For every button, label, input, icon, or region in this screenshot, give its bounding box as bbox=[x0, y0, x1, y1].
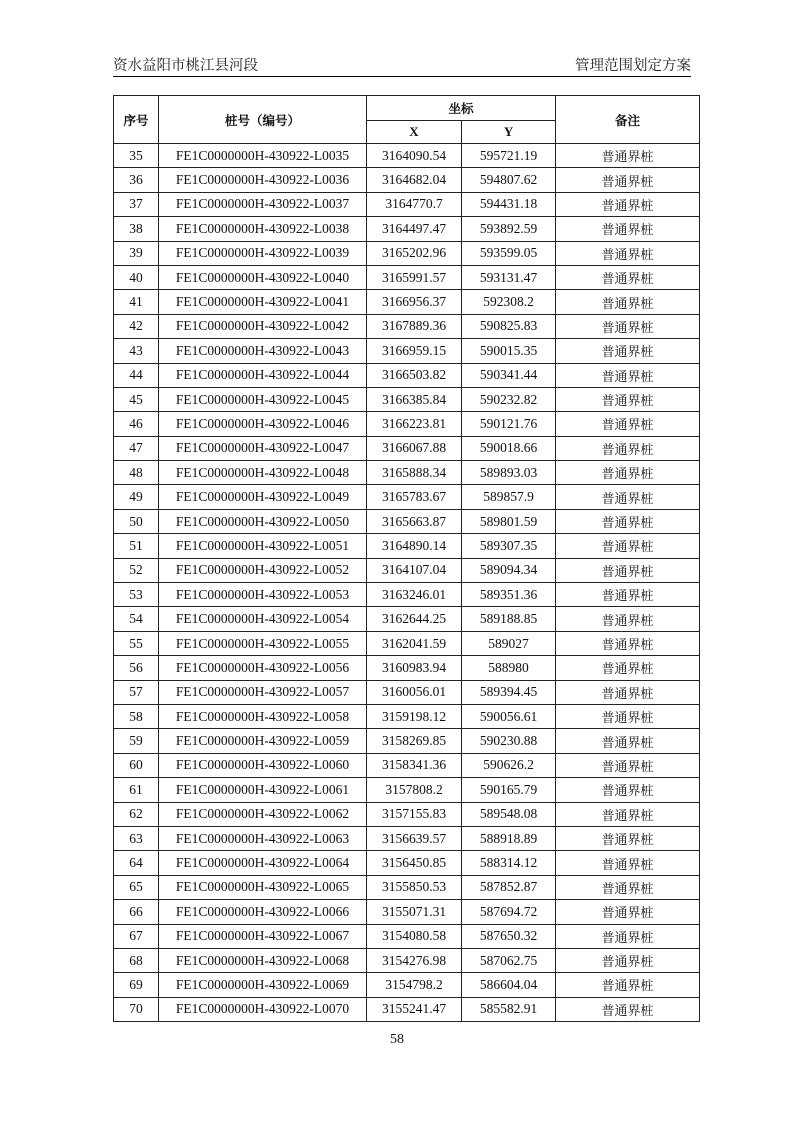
cell-seq: 61 bbox=[114, 778, 159, 802]
cell-coord-y: 588314.12 bbox=[462, 851, 556, 875]
cell-pile-id: FE1C0000000H-430922-L0066 bbox=[159, 900, 367, 924]
cell-coord-y: 589893.03 bbox=[462, 461, 556, 485]
cell-note: 普通界桩 bbox=[556, 583, 700, 607]
table-row bbox=[114, 436, 700, 460]
cell-note: 普通界桩 bbox=[556, 461, 700, 485]
cell-note: 普通界桩 bbox=[556, 826, 700, 850]
cell-seq: 51 bbox=[114, 534, 159, 558]
cell-coord-x: 3159198.12 bbox=[367, 704, 462, 728]
cell-coord-y: 593892.59 bbox=[462, 217, 556, 241]
cell-note: 普通界桩 bbox=[556, 924, 700, 948]
column-header-seq: 序号 bbox=[114, 96, 159, 144]
cell-seq: 57 bbox=[114, 680, 159, 704]
cell-coord-y: 590165.79 bbox=[462, 778, 556, 802]
cell-seq: 55 bbox=[114, 631, 159, 655]
cell-coord-x: 3165888.34 bbox=[367, 461, 462, 485]
cell-coord-x: 3157155.83 bbox=[367, 802, 462, 826]
table-header bbox=[114, 96, 700, 144]
cell-coord-x: 3162041.59 bbox=[367, 631, 462, 655]
cell-pile-id: FE1C0000000H-430922-L0046 bbox=[159, 412, 367, 436]
cell-note: 普通界桩 bbox=[556, 631, 700, 655]
cell-note: 普通界桩 bbox=[556, 168, 700, 192]
cell-coord-y: 589548.08 bbox=[462, 802, 556, 826]
cell-coord-x: 3165991.57 bbox=[367, 265, 462, 289]
cell-coord-x: 3166067.88 bbox=[367, 436, 462, 460]
cell-pile-id: FE1C0000000H-430922-L0067 bbox=[159, 924, 367, 948]
cell-note: 普通界桩 bbox=[556, 802, 700, 826]
cell-coord-x: 3165663.87 bbox=[367, 509, 462, 533]
cell-coord-y: 593131.47 bbox=[462, 265, 556, 289]
cell-coord-x: 3160056.01 bbox=[367, 680, 462, 704]
cell-note: 普通界桩 bbox=[556, 607, 700, 631]
table-row bbox=[114, 656, 700, 680]
table-row bbox=[114, 485, 700, 509]
cell-seq: 46 bbox=[114, 412, 159, 436]
table-row bbox=[114, 997, 700, 1021]
table-row bbox=[114, 607, 700, 631]
column-header-note: 备注 bbox=[556, 96, 700, 144]
cell-pile-id: FE1C0000000H-430922-L0052 bbox=[159, 558, 367, 582]
column-header-x: X bbox=[367, 121, 462, 144]
cell-coord-y: 589188.85 bbox=[462, 607, 556, 631]
cell-note: 普通界桩 bbox=[556, 387, 700, 411]
cell-coord-x: 3166503.82 bbox=[367, 363, 462, 387]
table-row bbox=[114, 680, 700, 704]
cell-coord-x: 3156639.57 bbox=[367, 826, 462, 850]
cell-seq: 50 bbox=[114, 509, 159, 533]
cell-coord-y: 590230.88 bbox=[462, 729, 556, 753]
cell-seq: 38 bbox=[114, 217, 159, 241]
cell-pile-id: FE1C0000000H-430922-L0061 bbox=[159, 778, 367, 802]
table-row bbox=[114, 875, 700, 899]
cell-coord-y: 593599.05 bbox=[462, 241, 556, 265]
table-row bbox=[114, 412, 700, 436]
cell-coord-y: 590341.44 bbox=[462, 363, 556, 387]
cell-seq: 48 bbox=[114, 461, 159, 485]
cell-pile-id: FE1C0000000H-430922-L0062 bbox=[159, 802, 367, 826]
table-row bbox=[114, 826, 700, 850]
cell-pile-id: FE1C0000000H-430922-L0050 bbox=[159, 509, 367, 533]
cell-seq: 64 bbox=[114, 851, 159, 875]
table-row bbox=[114, 558, 700, 582]
cell-pile-id: FE1C0000000H-430922-L0037 bbox=[159, 192, 367, 216]
cell-coord-x: 3164497.47 bbox=[367, 217, 462, 241]
cell-coord-y: 589857.9 bbox=[462, 485, 556, 509]
table-row bbox=[114, 217, 700, 241]
cell-note: 普通界桩 bbox=[556, 534, 700, 558]
cell-pile-id: FE1C0000000H-430922-L0041 bbox=[159, 290, 367, 314]
cell-coord-x: 3158269.85 bbox=[367, 729, 462, 753]
cell-coord-y: 592308.2 bbox=[462, 290, 556, 314]
cell-coord-y: 590056.61 bbox=[462, 704, 556, 728]
cell-coord-y: 589801.59 bbox=[462, 509, 556, 533]
cell-note: 普通界桩 bbox=[556, 192, 700, 216]
cell-pile-id: FE1C0000000H-430922-L0051 bbox=[159, 534, 367, 558]
cell-seq: 63 bbox=[114, 826, 159, 850]
cell-note: 普通界桩 bbox=[556, 704, 700, 728]
table-row bbox=[114, 339, 700, 363]
cell-coord-y: 588980 bbox=[462, 656, 556, 680]
cell-coord-y: 589394.45 bbox=[462, 680, 556, 704]
table-row bbox=[114, 851, 700, 875]
cell-coord-x: 3162644.25 bbox=[367, 607, 462, 631]
table-row bbox=[114, 802, 700, 826]
cell-coord-y: 587694.72 bbox=[462, 900, 556, 924]
cell-seq: 39 bbox=[114, 241, 159, 265]
cell-seq: 67 bbox=[114, 924, 159, 948]
cell-pile-id: FE1C0000000H-430922-L0039 bbox=[159, 241, 367, 265]
table-row bbox=[114, 144, 700, 168]
table-row bbox=[114, 704, 700, 728]
cell-coord-x: 3163246.01 bbox=[367, 583, 462, 607]
table-row bbox=[114, 241, 700, 265]
cell-pile-id: FE1C0000000H-430922-L0058 bbox=[159, 704, 367, 728]
cell-seq: 47 bbox=[114, 436, 159, 460]
table-row bbox=[114, 973, 700, 997]
cell-pile-id: FE1C0000000H-430922-L0042 bbox=[159, 314, 367, 338]
cell-seq: 41 bbox=[114, 290, 159, 314]
cell-seq: 58 bbox=[114, 704, 159, 728]
cell-note: 普通界桩 bbox=[556, 997, 700, 1021]
cell-coord-x: 3164682.04 bbox=[367, 168, 462, 192]
table-row bbox=[114, 363, 700, 387]
cell-coord-y: 589307.35 bbox=[462, 534, 556, 558]
cell-seq: 43 bbox=[114, 339, 159, 363]
cell-coord-x: 3154080.58 bbox=[367, 924, 462, 948]
cell-coord-y: 595721.19 bbox=[462, 144, 556, 168]
cell-seq: 44 bbox=[114, 363, 159, 387]
cell-seq: 68 bbox=[114, 948, 159, 972]
cell-coord-y: 594807.62 bbox=[462, 168, 556, 192]
cell-coord-y: 590626.2 bbox=[462, 753, 556, 777]
cell-coord-x: 3154276.98 bbox=[367, 948, 462, 972]
table-row bbox=[114, 948, 700, 972]
header-divider bbox=[113, 76, 691, 77]
cell-coord-y: 589094.34 bbox=[462, 558, 556, 582]
cell-note: 普通界桩 bbox=[556, 656, 700, 680]
cell-note: 普通界桩 bbox=[556, 217, 700, 241]
cell-coord-y: 588918.89 bbox=[462, 826, 556, 850]
cell-seq: 65 bbox=[114, 875, 159, 899]
cell-note: 普通界桩 bbox=[556, 314, 700, 338]
cell-coord-y: 589351.36 bbox=[462, 583, 556, 607]
cell-pile-id: FE1C0000000H-430922-L0036 bbox=[159, 168, 367, 192]
table-row bbox=[114, 290, 700, 314]
cell-note: 普通界桩 bbox=[556, 948, 700, 972]
cell-note: 普通界桩 bbox=[556, 558, 700, 582]
cell-coord-y: 589027 bbox=[462, 631, 556, 655]
cell-coord-y: 590232.82 bbox=[462, 387, 556, 411]
cell-coord-x: 3155241.47 bbox=[367, 997, 462, 1021]
cell-pile-id: FE1C0000000H-430922-L0044 bbox=[159, 363, 367, 387]
cell-pile-id: FE1C0000000H-430922-L0045 bbox=[159, 387, 367, 411]
cell-pile-id: FE1C0000000H-430922-L0069 bbox=[159, 973, 367, 997]
cell-seq: 40 bbox=[114, 265, 159, 289]
cell-coord-x: 3165783.67 bbox=[367, 485, 462, 509]
table-row bbox=[114, 509, 700, 533]
cell-seq: 69 bbox=[114, 973, 159, 997]
cell-pile-id: FE1C0000000H-430922-L0043 bbox=[159, 339, 367, 363]
cell-pile-id: FE1C0000000H-430922-L0049 bbox=[159, 485, 367, 509]
cell-pile-id: FE1C0000000H-430922-L0056 bbox=[159, 656, 367, 680]
cell-pile-id: FE1C0000000H-430922-L0060 bbox=[159, 753, 367, 777]
cell-seq: 70 bbox=[114, 997, 159, 1021]
cell-note: 普通界桩 bbox=[556, 485, 700, 509]
cell-coord-y: 587062.75 bbox=[462, 948, 556, 972]
cell-pile-id: FE1C0000000H-430922-L0063 bbox=[159, 826, 367, 850]
table-row bbox=[114, 631, 700, 655]
cell-coord-x: 3166385.84 bbox=[367, 387, 462, 411]
cell-seq: 54 bbox=[114, 607, 159, 631]
cell-note: 普通界桩 bbox=[556, 265, 700, 289]
table-row bbox=[114, 729, 700, 753]
cell-coord-x: 3166959.15 bbox=[367, 339, 462, 363]
cell-seq: 42 bbox=[114, 314, 159, 338]
cell-pile-id: FE1C0000000H-430922-L0047 bbox=[159, 436, 367, 460]
table-row bbox=[114, 900, 700, 924]
document-title: 管理范围划定方案 bbox=[575, 58, 691, 74]
cell-coord-x: 3160983.94 bbox=[367, 656, 462, 680]
cell-seq: 53 bbox=[114, 583, 159, 607]
cell-note: 普通界桩 bbox=[556, 753, 700, 777]
cell-pile-id: FE1C0000000H-430922-L0035 bbox=[159, 144, 367, 168]
cell-pile-id: FE1C0000000H-430922-L0059 bbox=[159, 729, 367, 753]
cell-note: 普通界桩 bbox=[556, 241, 700, 265]
cell-coord-x: 3157808.2 bbox=[367, 778, 462, 802]
cell-seq: 35 bbox=[114, 144, 159, 168]
cell-coord-x: 3167889.36 bbox=[367, 314, 462, 338]
column-header-pile: 桩号（编号） bbox=[159, 96, 367, 144]
cell-coord-x: 3166956.37 bbox=[367, 290, 462, 314]
cell-coord-y: 594431.18 bbox=[462, 192, 556, 216]
document-section-title: 资水益阳市桃江县河段 bbox=[113, 58, 258, 74]
cell-pile-id: FE1C0000000H-430922-L0057 bbox=[159, 680, 367, 704]
cell-note: 普通界桩 bbox=[556, 509, 700, 533]
table-row bbox=[114, 265, 700, 289]
cell-seq: 36 bbox=[114, 168, 159, 192]
cell-seq: 59 bbox=[114, 729, 159, 753]
cell-seq: 52 bbox=[114, 558, 159, 582]
cell-pile-id: FE1C0000000H-430922-L0053 bbox=[159, 583, 367, 607]
table-row bbox=[114, 192, 700, 216]
table-row bbox=[114, 778, 700, 802]
cell-coord-x: 3164770.7 bbox=[367, 192, 462, 216]
cell-note: 普通界桩 bbox=[556, 900, 700, 924]
cell-pile-id: FE1C0000000H-430922-L0068 bbox=[159, 948, 367, 972]
cell-pile-id: FE1C0000000H-430922-L0048 bbox=[159, 461, 367, 485]
cell-coord-x: 3155071.31 bbox=[367, 900, 462, 924]
cell-note: 普通界桩 bbox=[556, 973, 700, 997]
table-row bbox=[114, 583, 700, 607]
column-header-coord: 坐标 bbox=[367, 96, 556, 121]
cell-pile-id: FE1C0000000H-430922-L0070 bbox=[159, 997, 367, 1021]
table-row bbox=[114, 314, 700, 338]
cell-pile-id: FE1C0000000H-430922-L0040 bbox=[159, 265, 367, 289]
cell-coord-x: 3164890.14 bbox=[367, 534, 462, 558]
cell-pile-id: FE1C0000000H-430922-L0054 bbox=[159, 607, 367, 631]
cell-coord-y: 585582.91 bbox=[462, 997, 556, 1021]
cell-coord-y: 590121.76 bbox=[462, 412, 556, 436]
boundary-pile-table bbox=[113, 95, 700, 1022]
cell-coord-x: 3155850.53 bbox=[367, 875, 462, 899]
table-row bbox=[114, 461, 700, 485]
cell-pile-id: FE1C0000000H-430922-L0055 bbox=[159, 631, 367, 655]
cell-seq: 45 bbox=[114, 387, 159, 411]
cell-note: 普通界桩 bbox=[556, 729, 700, 753]
cell-note: 普通界桩 bbox=[556, 290, 700, 314]
cell-coord-y: 587650.32 bbox=[462, 924, 556, 948]
cell-coord-x: 3154798.2 bbox=[367, 973, 462, 997]
table-row bbox=[114, 753, 700, 777]
cell-coord-x: 3166223.81 bbox=[367, 412, 462, 436]
cell-seq: 56 bbox=[114, 656, 159, 680]
page-header bbox=[113, 54, 691, 76]
cell-coord-x: 3158341.36 bbox=[367, 753, 462, 777]
cell-note: 普通界桩 bbox=[556, 412, 700, 436]
cell-note: 普通界桩 bbox=[556, 680, 700, 704]
cell-seq: 37 bbox=[114, 192, 159, 216]
cell-note: 普通界桩 bbox=[556, 436, 700, 460]
cell-coord-y: 590825.83 bbox=[462, 314, 556, 338]
cell-seq: 66 bbox=[114, 900, 159, 924]
cell-coord-x: 3164107.04 bbox=[367, 558, 462, 582]
cell-coord-y: 586604.04 bbox=[462, 973, 556, 997]
cell-pile-id: FE1C0000000H-430922-L0064 bbox=[159, 851, 367, 875]
cell-note: 普通界桩 bbox=[556, 778, 700, 802]
cell-seq: 62 bbox=[114, 802, 159, 826]
cell-note: 普通界桩 bbox=[556, 363, 700, 387]
cell-seq: 60 bbox=[114, 753, 159, 777]
cell-note: 普通界桩 bbox=[556, 144, 700, 168]
column-header-y: Y bbox=[462, 121, 556, 144]
cell-coord-x: 3164090.54 bbox=[367, 144, 462, 168]
cell-coord-y: 590018.66 bbox=[462, 436, 556, 460]
cell-coord-x: 3156450.85 bbox=[367, 851, 462, 875]
table-body bbox=[114, 144, 700, 1022]
cell-coord-y: 590015.35 bbox=[462, 339, 556, 363]
page-number: 58 bbox=[390, 1032, 404, 1047]
cell-note: 普通界桩 bbox=[556, 851, 700, 875]
cell-note: 普通界桩 bbox=[556, 875, 700, 899]
table-row bbox=[114, 387, 700, 411]
cell-seq: 49 bbox=[114, 485, 159, 509]
table-row bbox=[114, 924, 700, 948]
cell-coord-y: 587852.87 bbox=[462, 875, 556, 899]
cell-pile-id: FE1C0000000H-430922-L0038 bbox=[159, 217, 367, 241]
cell-note: 普通界桩 bbox=[556, 339, 700, 363]
cell-coord-x: 3165202.96 bbox=[367, 241, 462, 265]
cell-pile-id: FE1C0000000H-430922-L0065 bbox=[159, 875, 367, 899]
table-row bbox=[114, 534, 700, 558]
table-row bbox=[114, 168, 700, 192]
